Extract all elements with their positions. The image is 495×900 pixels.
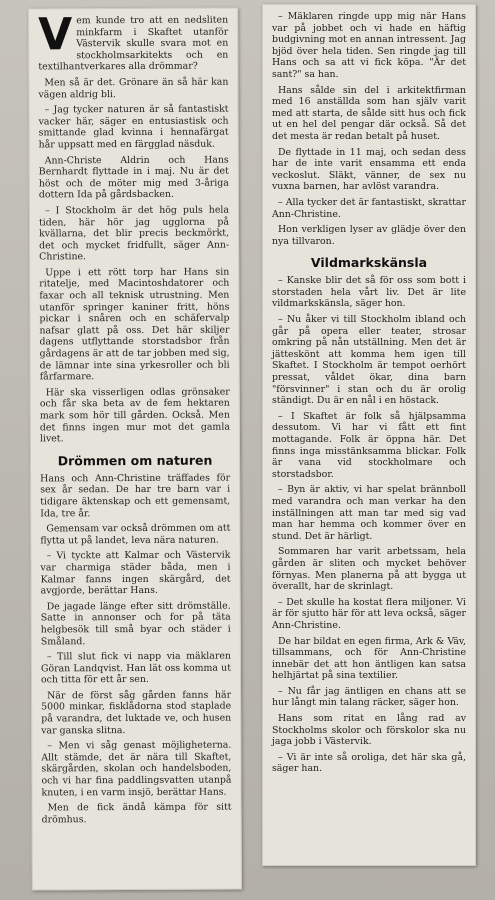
paragraph: – Det skulle ha kostat flera miljoner. Vi är för sjutto här för att leva också, säger Ann-Christine. [272, 596, 466, 631]
paragraph: Men så är det. Grönare än så här kan vägen aldrig bli. [38, 76, 229, 100]
drop-cap: V [38, 9, 73, 61]
article-lead [38, 9, 229, 74]
paragraph: – Men vi såg genast möjligheterna. Allt stämde, det är nära till Skaftet, skärgården, skolan och handelsboden, och vi har fina paddlingsvatten utanpå knuten, i en varm insjö, berättar Hans. [41, 739, 232, 799]
paragraph: När de först såg gården fanns här 5000 minkar, fisklådorna stod staplade på varandra, det luktade ve, och husen var ganska slitna. [41, 689, 232, 737]
paragraph: – Vi är inte så oroliga, det här ska gå, säger han. [272, 751, 466, 775]
section-heading: Vildmarkskänsla [310, 255, 428, 271]
paragraph: – Vi tyckte att Kalmar och Västervik var charmiga städer båda, men i Kalmar fanns ingen skärgård, det avgjorde, berättar Hans. [40, 549, 231, 597]
section-heading: Drömmen om naturen [57, 452, 213, 469]
paragraph: – Jag tycker naturen är så fantastiskt vacker här, säger en entusiastisk och smittande glad kvinna i hennafärgat hår uppsatt med en färgglad näsduk. [38, 103, 229, 151]
paragraph: Gemensam var också drömmen om att flytta ut på landet, leva nära naturen. [40, 522, 231, 547]
paragraph: Uppe i ett rött torp har Hans sin ritatelje, med Macintoshdatorer och faxar och all teknisk utrustning. Men utanför springer kaniner fritt, höns pickar i snåren och en schäfervalp nafsar glatt på oss. Det här skiljer dagens utflyttande storstadsbor från gårdagens är att de tar jobben med sig, de lämnar inte sina yrkesroller och bli fårfarmare. [39, 266, 230, 383]
paragraph: – I Stockholm är det hög puls hela tiden, här hör jag ugglorna på kvällarna, det blir precis beckmörkt, det och mycket fridfullt, säger Ann-Christine. [38, 204, 230, 263]
paragraph: De jagade länge efter sitt drömställe. Satte in annonser och for på täta helgbesök till små byar och städer i Småland. [40, 600, 231, 647]
paragraph: Hans som ritat en lång rad av Stockholms skolor och förskolor ska nu jaga jobb i Västervik. [272, 713, 466, 748]
paragraph: – Kanske blir det så för oss som bott i storstaden hela vårt liv. Det är lite vildmarkskänsla, säger hon. [272, 275, 466, 310]
paragraph: De flyttade in 11 maj, och sedan dess har de inte varit ensamma ett enda veckoslut. Släkt, vänner, de sex nu vuxna barnen, har avlöst varandra. [272, 146, 466, 193]
paragraph: Hans sålde sin del i arkitektfirman med 16 anställda som han själv varit med att starta, de sålde sitt hus och fick ut en hel del pengar där också. Så det det mesta är redan betalt på huset. [272, 84, 466, 142]
paragraph: – Mäklaren ringde upp mig när Hans var på jobbet och vi hade en häftig budgivning mot en annan intressent. Jag bjöd över hela tiden. Sen ringde jag till Hans och sa att vi fick köpa. "Är det sant?" sa han. [272, 11, 466, 80]
paragraph: Men de fick ändå kämpa för sitt drömhus. [41, 801, 232, 826]
paragraph: – Nu åker vi till Stockholm ibland och går på opera eller teater, strosar omkring på nån utställning. Men det är jätteskönt att komma hem igen till Skaftet. I Stockholm är tempot oerhört pressat, våldet ökar, dina barn "försvinner" i stan och du är orolig ständigt. Du är en nål i en höstack. [272, 314, 466, 407]
paragraph: – I Skaftet är folk så hjälpsamma dessutom. Vi har vi fått ett fint mottagande. Folk är öppna här. Det finns inga misstänksamma blickar. Folk är vana vid stockholmare och storstadsbor. [272, 410, 466, 480]
paragraph: – Till slut fick vi napp via mäklaren Göran Landqvist. Han lät oss komma ut och titta för ett år sen. [40, 650, 231, 686]
clipping-right-column [262, 4, 476, 866]
paragraph: Ann-Christe Aldrin och Hans Bernhardt flyttade in i maj. Nu är det höst och de möter mig med 3-åriga dottern Ida på gårdsbacken. [38, 154, 229, 201]
paragraph: Hon verkligen lyser av glädje över den nya tillvaron. [272, 224, 466, 247]
clipping-left-column [28, 8, 242, 891]
paragraph: – Alla tycker det är fantastiskt, skrattar Ann-Christine. [272, 196, 466, 220]
paragraph: De har bildat en egen firma, Ark & Väv, tillsammans, och för Ann-Christine innebär det att hon äntligen kan satsa helhjärtat på sina textilier. [272, 635, 466, 682]
paragraph: Hans och Ann-Christine träffades för sex år sedan. De har tre barn var i tidigare äktenskap och ett gemensamt, Ida, tre år. [40, 472, 231, 519]
lead-text: em kunde tro att en nedsliten minkfarm i Skaftet utanför Västervik skulle svara mot en stockholmsarkitekts och en textilhantverkares alla drömmar? [38, 14, 229, 73]
paragraph: Här ska visserligen odlas grönsaker och får ska beta av de fem hektaren mark som hör till gården. Också. Men det finns ingen mur mot det gamla livet. [39, 386, 230, 445]
paragraph: Sommaren har varit arbetssam, hela gården är sliten och mycket behöver förnyas. Men planerna på att bygga ut överallt, har de skrinlagt. [272, 546, 466, 593]
paragraph: – Byn är aktiv, vi har spelat brännboll med varandra och man verkar ha den inställningen att man tar med sig vad man har hemma och kommer över en stund. Det är härligt. [272, 484, 466, 542]
paragraph: – Nu får jag äntligen en chans att se hur långt min talang räcker, säger hon. [272, 685, 466, 709]
